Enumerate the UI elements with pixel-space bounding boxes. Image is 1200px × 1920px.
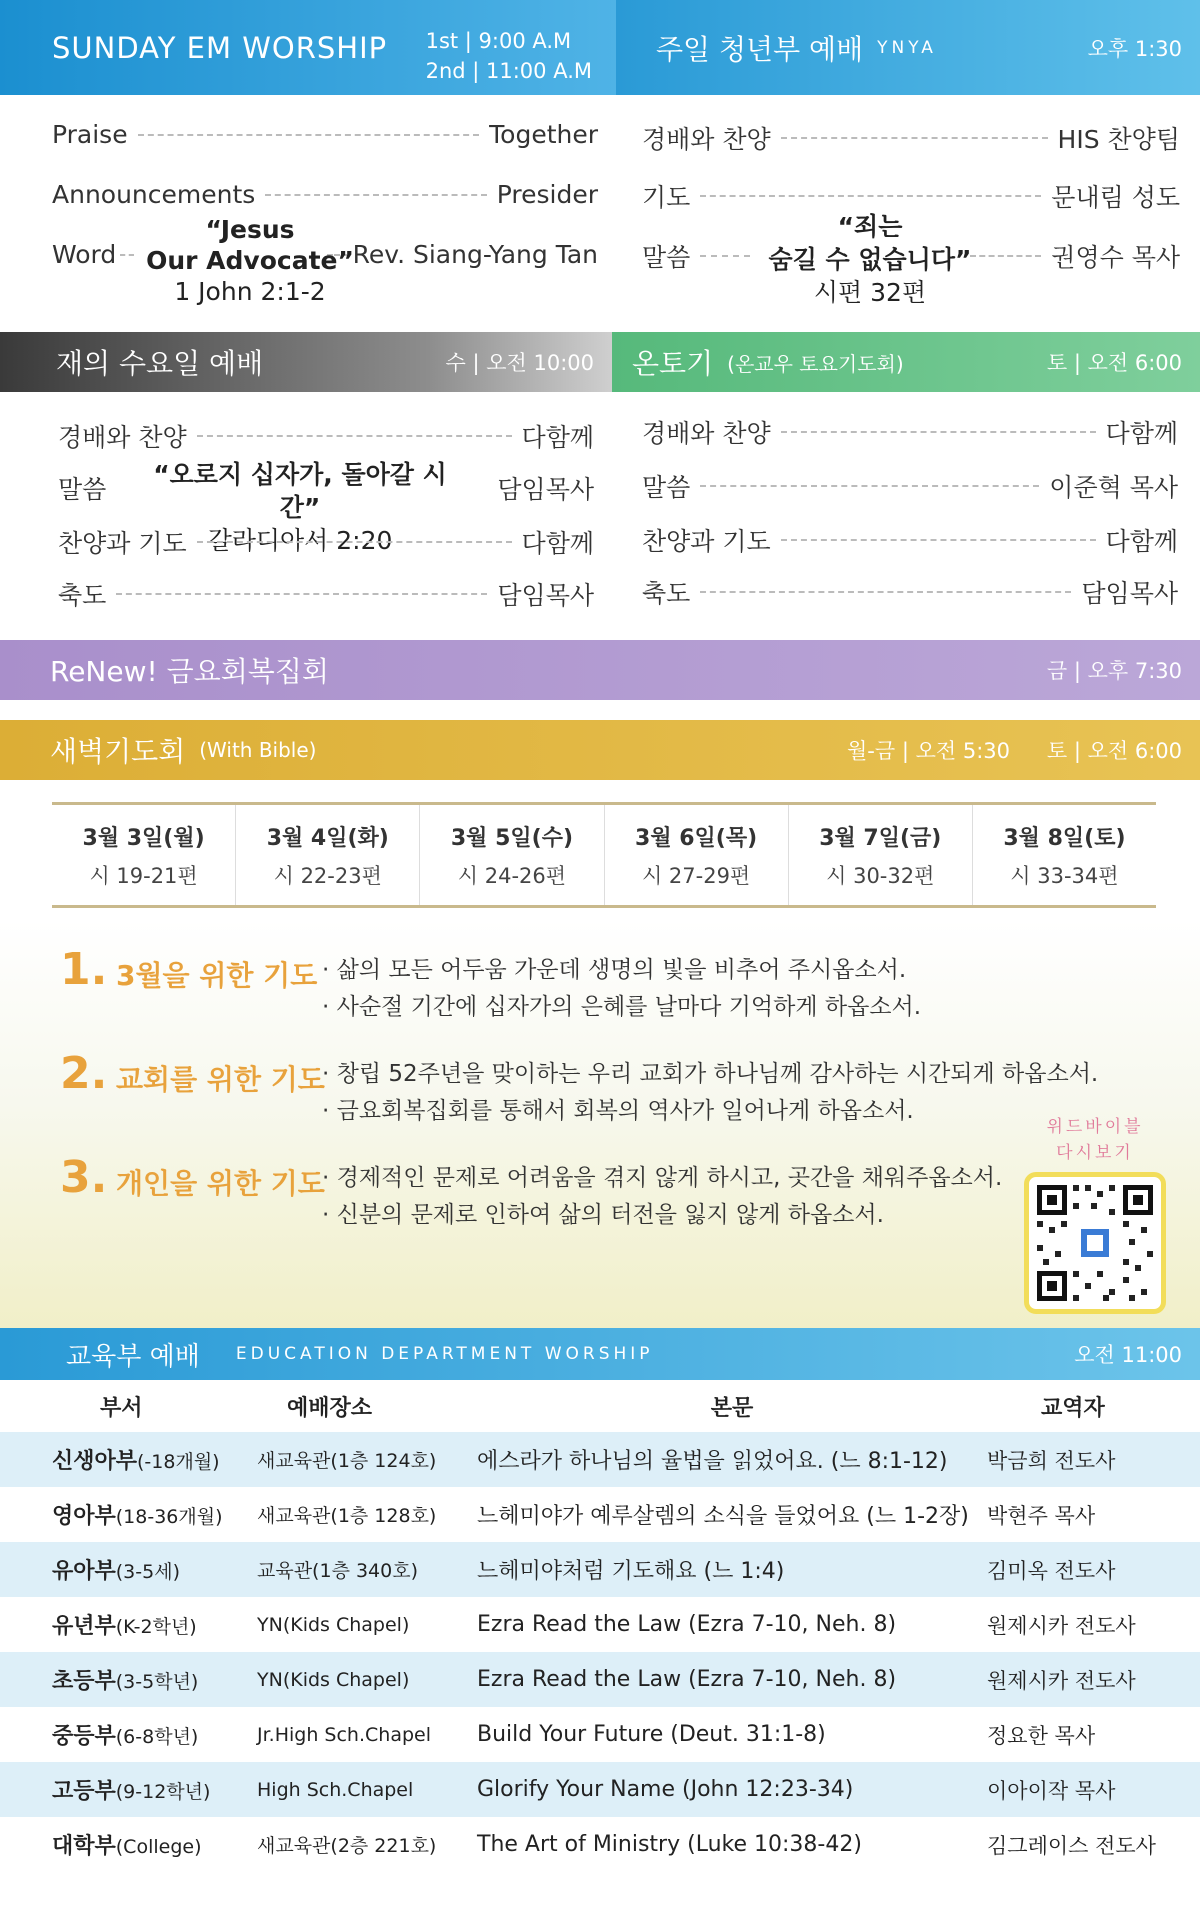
wednesday-header <box>0 332 612 392</box>
dawn-header <box>0 720 1200 780</box>
schedule-cell: 3월 6일(목) 시 27-29편 <box>605 805 789 905</box>
dawn-time-saturday: 토 | 오전 6:00 <box>1046 739 1182 763</box>
renew-title: ReNew! 금요회복집회 <box>50 655 329 688</box>
em-row-praise: Praise Together <box>52 120 598 149</box>
ynya-sub: YNYA <box>877 37 937 58</box>
table-row: 유년부(K-2학년) YN(Kids Chapel) Ezra Read the Law (Ezra 7-10, Neh. 8) 원제시카 전도사 <box>52 1612 1136 1639</box>
sat-row-hymn-prayer: 찬양과 기도 다함께 <box>642 527 1178 556</box>
ynya-row-word: 말씀 권영수 목사 <box>642 243 1180 272</box>
saturday-title: 온토기 <box>632 347 714 380</box>
table-row: 대학부(College) 새교육관(2층 221호) The Art of Ministry (Luke 10:38-42) 김그레이스 전도사 <box>52 1832 1156 1859</box>
wed-row-hymn-prayer: 찬양과 기도 다함께 <box>58 529 594 558</box>
em-sermon: “Jesus Our Advocate” 1 John 2:1-2 <box>146 215 354 306</box>
ynya-row-prayer: 기도 문내림 성도 <box>642 183 1180 212</box>
em-row-word: Word Rev. Siang-Yang Tan <box>52 240 598 269</box>
em-time-first: 1st | 9:00 A.M <box>425 29 572 53</box>
ynya-time: 오후 1:30 <box>1087 36 1182 61</box>
dawn-schedule <box>52 802 1156 908</box>
education-header <box>0 1328 1200 1380</box>
saturday-time: 토 | 오전 6:00 <box>1046 351 1182 375</box>
column-header: 교역자 <box>1041 1395 1105 1421</box>
education-sub: EDUCATION DEPARTMENT WORSHIP <box>235 1344 654 1364</box>
wed-row-word: 말씀 담임목사 <box>58 475 594 504</box>
em-worship-header <box>0 0 616 95</box>
ynya-row-praise: 경배와 찬양 HIS 찬양팀 <box>642 125 1180 154</box>
ynya-sermon: “죄는 숨길 수 없습니다” 시편 32편 <box>768 212 972 307</box>
dawn-sub: (With Bible) <box>199 738 317 762</box>
saturday-header <box>612 332 1200 392</box>
schedule-cell: 3월 8일(토) 시 33-34편 <box>1003 826 1126 888</box>
wednesday-time: 수 | 오전 10:00 <box>445 351 594 375</box>
column-header: 본문 <box>710 1395 754 1421</box>
table-row: 중등부(6-8학년) Jr.High Sch.Chapel Build Your Future (Deut. 31:1-8) 정요한 목사 <box>52 1722 1096 1749</box>
education-title: 교육부 예배 <box>66 1341 200 1372</box>
sat-row-praise: 경배와 찬양 다함께 <box>642 419 1178 448</box>
schedule-cell: 3월 5일(수) 시 24-26편 <box>420 805 604 905</box>
qr-label: 위드바이블 다시보기 <box>1046 1117 1144 1163</box>
dawn-time-weekday: 월-금 | 오전 5:30 <box>847 739 1010 763</box>
wed-row-benediction: 축도 담임목사 <box>58 581 594 610</box>
ynya-header <box>616 0 1200 95</box>
schedule-cell: 3월 4일(화) 시 22-23편 <box>236 805 420 905</box>
table-row: 영아부(18-36개월) 새교육관(1층 128호) 느헤미야가 예루살렘의 소식을 들었어요 (느 1-2장) 박현주 목사 <box>52 1503 1096 1529</box>
wed-sermon: “오로지 십자가, 돌아갈 시간” 갈라디아서 2:20 <box>153 460 447 555</box>
em-row-announcements: Announcements Presider <box>52 180 598 209</box>
em-worship-title: SUNDAY EM WORSHIP <box>52 30 388 65</box>
education-time: 오전 11:00 <box>1074 1343 1182 1367</box>
qr-code-icon[interactable] <box>1024 1172 1166 1314</box>
schedule-cell: 3월 3일(월) 시 19-21편 <box>52 805 236 905</box>
ynya-title: 주일 청년부 예배 <box>656 32 864 66</box>
wednesday-title: 재의 수요일 예배 <box>56 347 264 380</box>
dawn-title: 새벽기도회 <box>50 735 186 768</box>
renew-time: 금 | 오후 7:30 <box>1046 659 1182 683</box>
renew-header <box>0 640 1200 700</box>
column-header: 부서 <box>100 1395 143 1421</box>
table-row: 고등부(9-12학년) High Sch.Chapel Glorify Your Name (John 12:23-34) 이아이작 목사 <box>0 1762 1200 1817</box>
schedule-cell: 3월 7일(금) 시 30-32편 <box>789 805 973 905</box>
sat-row-benediction: 축도 담임목사 <box>642 579 1178 608</box>
table-header-row <box>0 1380 1200 1432</box>
table-row: 초등부(3-5학년) YN(Kids Chapel) Ezra Read the Law (Ezra 7-10, Neh. 8) 원제시카 전도사 <box>0 1652 1200 1707</box>
wed-row-praise: 경배와 찬양 다함께 <box>58 423 594 452</box>
em-time-second: 2nd | 11:00 A.M <box>425 59 592 83</box>
education-table <box>0 1380 1200 1872</box>
column-header: 예배장소 <box>287 1395 373 1421</box>
sat-row-word: 말씀 이준혁 목사 <box>642 473 1178 502</box>
table-row: 신생아부(-18개월) 새교육관(1층 124호) 에스라가 하나님의 율법을 읽었어요. (느 8:1-12) 박금희 전도사 <box>0 1432 1200 1487</box>
qr-code-graphic <box>1029 1177 1161 1309</box>
saturday-sub: (온교우 토요기도회) <box>727 351 904 376</box>
table-row: 유아부(3-5세) 교육관(1층 340호) 느헤미야처럼 기도해요 (느 1:4) 김미옥 전도사 <box>0 1542 1200 1597</box>
